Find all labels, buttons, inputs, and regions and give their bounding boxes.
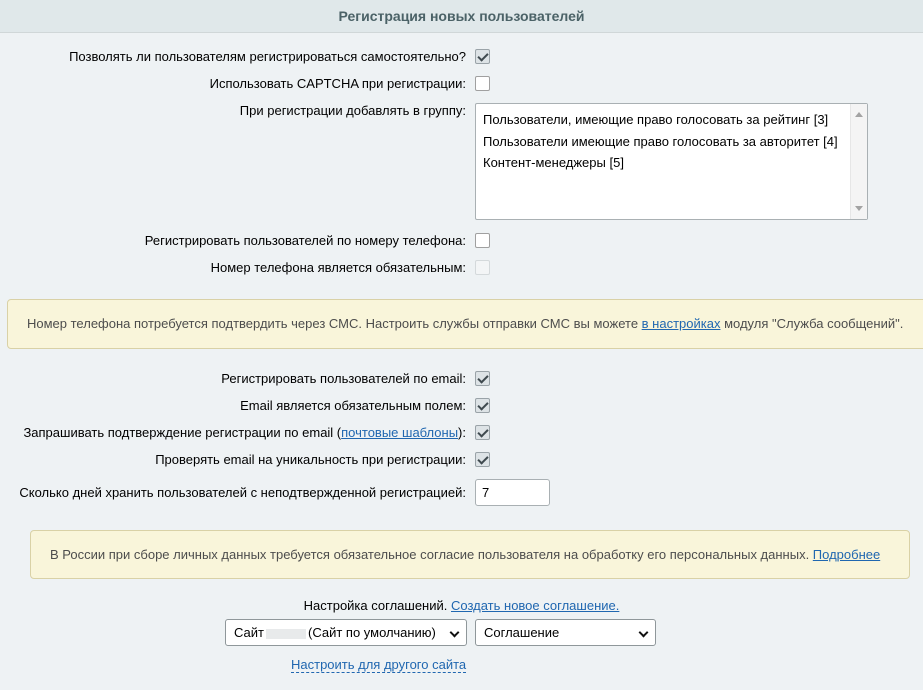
email-confirm-label xyxy=(23,425,466,441)
sms-note-text: Номер телефона потребуется подтвердить через СМС. Настроить службы отправки СМС вы можете xyxy=(27,316,642,331)
group-option[interactable]: Контент-менеджеры [5] xyxy=(483,155,624,170)
register-by-phone-checkbox[interactable] xyxy=(475,233,490,248)
scroll-up-icon[interactable] xyxy=(855,112,863,117)
register-by-email-checkbox[interactable] xyxy=(475,371,490,386)
email-required-label: Email является обязательным полем: xyxy=(240,398,466,413)
other-site-link[interactable]: Настроить для другого сайта xyxy=(291,657,467,672)
default-group-label: При регистрации добавлять в группу: xyxy=(239,103,466,118)
register-by-email-label: Регистрировать пользователей по email: xyxy=(221,371,466,386)
allow-self-register-label: Позволять ли пользователям регистрироваться самостоятельно? xyxy=(69,49,466,64)
register-by-phone-label: Регистрировать пользователей по номеру телефона: xyxy=(144,233,466,248)
section-title: Регистрация новых пользователей xyxy=(338,8,585,24)
sms-settings-link[interactable]: в настройках xyxy=(641,316,721,331)
email-required-checkbox[interactable] xyxy=(475,398,490,413)
mail-templates-link[interactable]: почтовые шаблоны xyxy=(341,425,459,440)
unconfirmed-days-input[interactable]: 7 xyxy=(475,479,550,506)
email-unique-checkbox[interactable] xyxy=(475,452,490,467)
phone-required-label: Номер телефона является обязательным: xyxy=(210,260,466,275)
chevron-down-icon xyxy=(639,628,649,638)
consent-note-text: В России при сборе личных данных требуется обязательное согласие пользователя на обработку его персональных данных. xyxy=(50,547,813,562)
group-option[interactable]: Пользователи имеющие право голосовать за авторитет [4] xyxy=(483,134,838,149)
email-confirm-checkbox[interactable] xyxy=(475,425,490,440)
agreements-label: Настройка соглашений. xyxy=(303,598,448,613)
site-select[interactable] xyxy=(225,619,467,646)
site-select-suffix: (Сайт по умолчанию) xyxy=(307,625,436,640)
chevron-down-icon xyxy=(450,628,460,638)
phone-required-checkbox xyxy=(475,260,490,275)
group-option[interactable]: Пользователи, имеющие право голосовать за рейтинг [3] xyxy=(483,112,829,127)
site-select-prefix: Сайт xyxy=(234,625,264,640)
unconfirmed-days-label: Сколько дней хранить пользователей с неподтвержденной регистрацией: xyxy=(19,485,466,500)
email-confirm-text: Запрашивать подтверждение регистрации по email ( xyxy=(23,425,342,440)
section-header xyxy=(0,0,923,33)
create-agreement-link[interactable]: Создать новое соглашение. xyxy=(451,598,620,613)
consent-note xyxy=(30,530,910,579)
scroll-down-icon[interactable] xyxy=(855,206,863,211)
consent-more-link[interactable]: Подробнее xyxy=(812,547,881,562)
redacted-site-name xyxy=(266,629,306,639)
default-group-listbox[interactable] xyxy=(475,103,868,220)
agreements-row xyxy=(0,598,923,613)
email-confirm-text-end: ): xyxy=(458,425,466,440)
email-unique-label: Проверять email на уникальность при регистрации: xyxy=(155,452,466,467)
other-site-row xyxy=(291,657,466,672)
sms-note xyxy=(7,299,923,349)
use-captcha-label: Использовать CAPTCHA при регистрации: xyxy=(209,76,466,91)
agreement-select[interactable] xyxy=(475,619,656,646)
sms-note-text-end: модуля "Служба сообщений". xyxy=(720,316,904,331)
agreement-select-value: Соглашение xyxy=(484,625,560,640)
allow-self-register-checkbox[interactable] xyxy=(475,49,490,64)
listbox-scrollbar[interactable] xyxy=(850,104,867,219)
use-captcha-checkbox[interactable] xyxy=(475,76,490,91)
